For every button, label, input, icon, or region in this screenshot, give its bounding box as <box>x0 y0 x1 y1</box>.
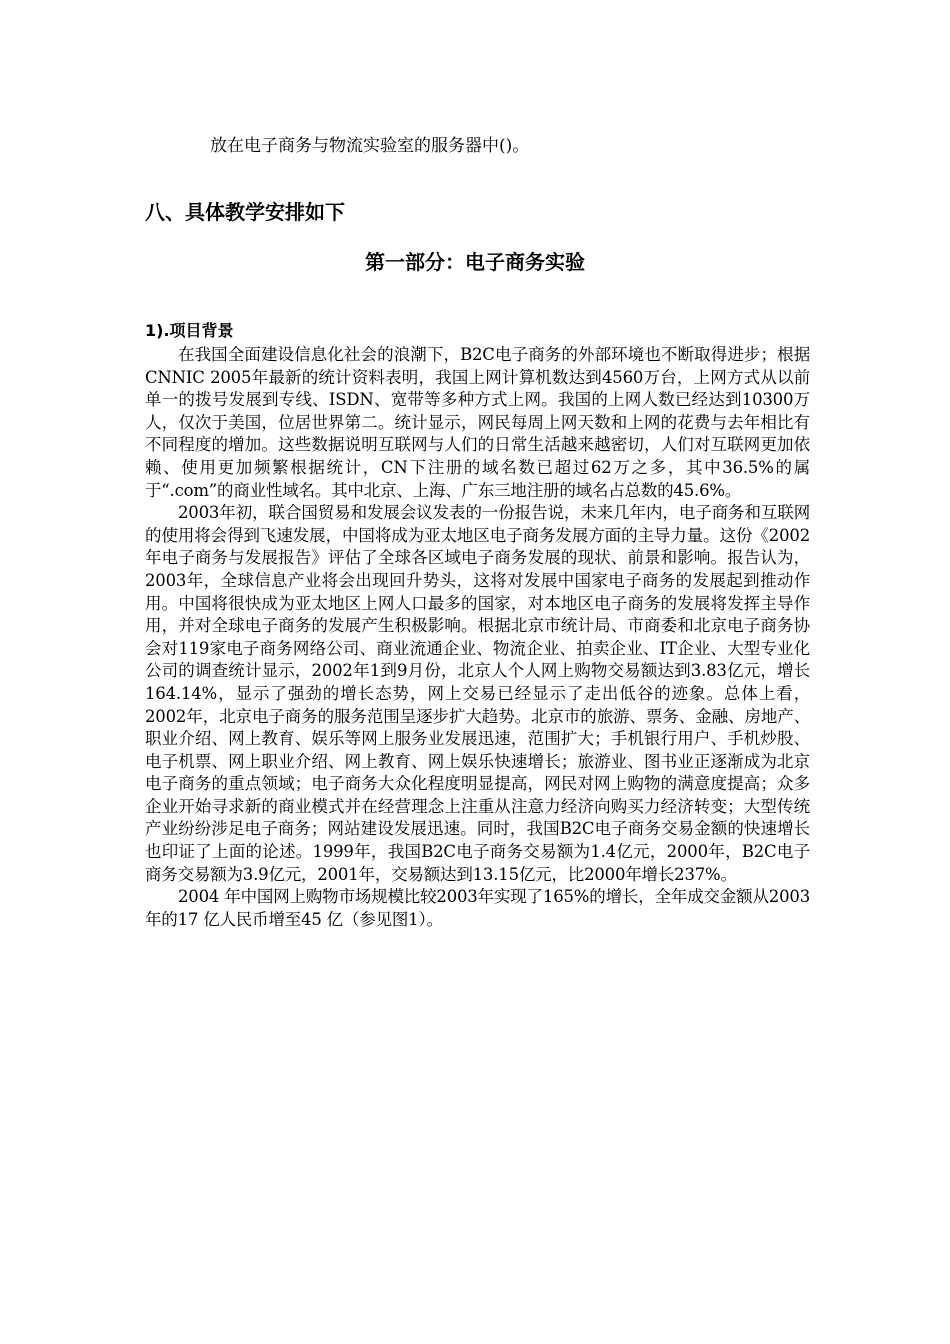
paragraph-1: 在我国全面建设信息化社会的浪潮下，B2C电子商务的外部环境也不断取得进步；根据CNNIC 2005年最新的统计资料表明，我国上网计算机数达到4560万台，上网方式从以前单一的拨号发展到专线、ISDN、宽带等多种方式上网。我国的上网人数已经达到10300万人，仅次于美国，位居世界第二。统计显示，网民每周上网天数和上网的花费与去年相比有不同程度的增加。这些数据说明互联网与人们的日常生活越来越密切，人们对互联网更加依赖、使用更加频繁根据统计，CN下注册的域名数已超过62万之多，其中36.5%的属于“.com”的商业性域名。其中北京、上海、广东三地注册的域名占总数的45.6%。 <box>145 345 810 500</box>
paragraph-2: 2003年初，联合国贸易和发展会议发表的一份报告说，未来几年内，电子商务和互联网的使用将会得到飞速发展，中国将成为亚太地区电子商务发展方面的主导力量。这份《2002年电子商务与发展报告》评估了全球各区域电子商务发展的现状、前景和影响。报告认为，2003年，全球信息产业将会出现回升势头，这将对发展中国家电子商务的发展起到推动作用。中国将很快成为亚太地区上网人口最多的国家，对本地区电子商务的发展将发挥主导作用，并对全球电子商务的发展产生积极影响。根据北京市统计局、市商委和北京电子商务协会对119家电子商务网络公司、商业流通企业、物流企业、拍卖企业、IT企业、大型专业化公司的调查统计显示，2002年1到9月份，北京人个人网上购物交易额达到3.83亿元，增长164.14%，显示了强劲的增长态势，网上交易已经显示了走出低谷的迹象。总体上看，2002年，北京电子商务的服务范围呈逐步扩大趋势。北京市的旅游、票务、金融、房地产、职业介绍、网上教育、娱乐等网上服务业发展迅速，范围扩大；手机银行用户、手机炒股、电子机票、网上职业介绍、网上教育、网上娱乐快速增长；旅游业、图书业正逐渐成为北京电子商务的重点领域；电子商务大众化程度明显提高，网民对网上购物的满意度提高；众多企业开始寻求新的商业模式并在经营理念上注重从注意力经济向购买力经济转变；大型传统产业纷纷涉足电子商务；网站建设发展迅速。同时，我国B2C电子商务交易金额的快速增长也印证了上面的论述。1999年，我国B2C电子商务交易额为1.4亿元，2000年，B2C电子商务交易额为3.9亿元，2001年，交易额达到13.15亿元，比2000年增长237%。 <box>145 503 810 884</box>
intro-line: 放在电子商务与物流实验室的服务器中()。 <box>210 136 530 156</box>
sub-heading-project-background: 1).项目背景 <box>145 321 234 340</box>
body-text <box>145 344 810 931</box>
paragraph-3: 2004 年中国网上购物市场规模比较2003年实现了165%的增长，全年成交金额从2003 年的17 亿人民币增至45 亿（参见图1）。 <box>145 887 810 929</box>
section-heading: 八、具体教学安排如下 <box>145 200 345 224</box>
part-title: 第一部分：电子商务实验 <box>365 250 585 274</box>
